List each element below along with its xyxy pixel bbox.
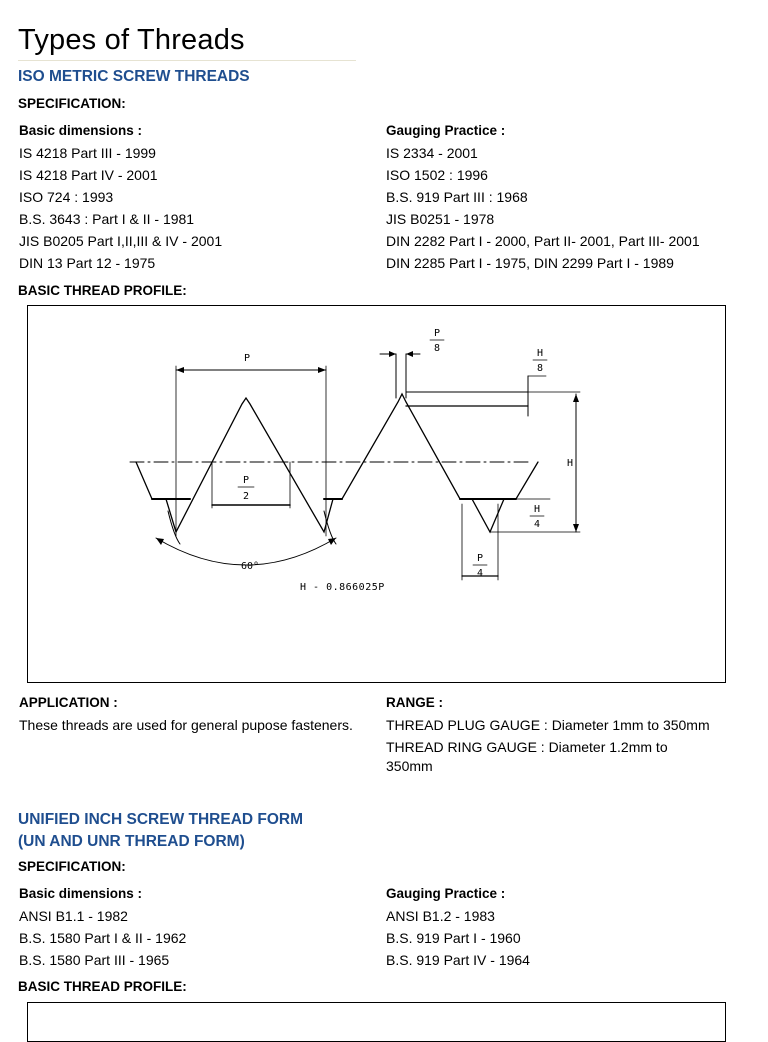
page-title: Types of Threads bbox=[18, 24, 245, 56]
iso-basic-dimensions-column bbox=[19, 120, 222, 274]
quarter-height-numerator: H bbox=[533, 504, 541, 515]
eighth-height-numerator: H bbox=[536, 348, 544, 359]
unified-profile-label: BASIC THREAD PROFILE: bbox=[18, 979, 187, 994]
iso-basic-item: DIN 13 Part 12 - 1975 bbox=[19, 255, 156, 271]
iso-gauging-item: ISO 1502 : 1996 bbox=[386, 167, 488, 183]
height-label: H bbox=[566, 458, 573, 469]
iso-basic-item: IS 4218 Part IV - 2001 bbox=[19, 167, 158, 183]
unified-gauging-item: B.S. 919 Part I - 1960 bbox=[386, 930, 521, 946]
unified-basic-dimensions-column bbox=[19, 883, 186, 971]
range-heading: RANGE : bbox=[386, 695, 443, 710]
iso-basic-item: ISO 724 : 1993 bbox=[19, 189, 114, 205]
iso-section-heading: ISO METRIC SCREW THREADS bbox=[18, 68, 250, 85]
unified-thread-profile-figure bbox=[27, 1002, 726, 1042]
iso-gauging-item: B.S. 919 Part III : 1968 bbox=[386, 189, 528, 205]
quarter-pitch-numerator: P bbox=[476, 553, 484, 564]
iso-gauging-column bbox=[386, 120, 700, 274]
iso-gauging-item: DIN 2285 Part I - 1975, DIN 2299 Part I - 1989 bbox=[386, 255, 674, 271]
unified-basic-item: ANSI B1.1 - 1982 bbox=[19, 908, 128, 924]
iso-gauging-item: IS 2334 - 2001 bbox=[386, 145, 478, 161]
half-pitch-numerator: P bbox=[242, 475, 250, 486]
iso-basic-item: B.S. 3643 : Part I & II - 1981 bbox=[19, 211, 195, 227]
eighth-pitch-numerator: P bbox=[433, 328, 441, 339]
range-ring-gauge: THREAD RING GAUGE : Diameter 1.2mm to bbox=[386, 739, 668, 755]
iso-gauging-heading: Gauging Practice : bbox=[386, 123, 506, 138]
iso-thread-profile-figure bbox=[27, 305, 726, 683]
iso-specification-label: SPECIFICATION: bbox=[18, 96, 126, 111]
unified-gauging-item: ANSI B1.2 - 1983 bbox=[386, 908, 495, 924]
unified-specification-label: SPECIFICATION: bbox=[18, 859, 126, 874]
iso-profile-label: BASIC THREAD PROFILE: bbox=[18, 283, 187, 298]
iso-gauging-item: JIS B0251 - 1978 bbox=[386, 211, 495, 227]
iso-basic-dimensions-heading: Basic dimensions : bbox=[19, 123, 143, 138]
unified-basic-item: B.S. 1580 Part III - 1965 bbox=[19, 952, 170, 968]
unified-section-heading-line1: UNIFIED INCH SCREW THREAD FORM bbox=[18, 811, 304, 828]
iso-gauging-item: DIN 2282 Part I - 2000, Part II- 2001, Part III- 2001 bbox=[386, 233, 700, 249]
unified-gauging-item: B.S. 919 Part IV - 1964 bbox=[386, 952, 530, 968]
unified-section-heading-line2: (UN AND UNR THREAD FORM) bbox=[18, 833, 245, 850]
application-text: These threads are used for general pupose fasteners. bbox=[19, 717, 353, 733]
height-formula: H - 0.866025P bbox=[300, 582, 385, 593]
thread-profile-drawing bbox=[28, 306, 725, 682]
quarter-height-denominator: 4 bbox=[533, 519, 541, 530]
unified-basic-item: B.S. 1580 Part I & II - 1962 bbox=[19, 930, 187, 946]
half-pitch-denominator: 2 bbox=[242, 491, 250, 502]
iso-basic-item: JIS B0205 Part I,II,III & IV - 2001 bbox=[19, 233, 223, 249]
eighth-height-denominator: 8 bbox=[536, 363, 544, 374]
pitch-label: P bbox=[243, 353, 251, 364]
unified-basic-dimensions-heading: Basic dimensions : bbox=[19, 886, 143, 901]
thread-profile-line bbox=[136, 394, 541, 532]
angle-label: 60° bbox=[240, 561, 260, 572]
range-ring-gauge-cont: 350mm bbox=[386, 758, 433, 774]
unified-gauging-column bbox=[386, 883, 530, 971]
range-plug-gauge: THREAD PLUG GAUGE : Diameter 1mm to 350mm bbox=[386, 717, 710, 733]
quarter-pitch-denominator: 4 bbox=[476, 568, 484, 579]
application-heading: APPLICATION : bbox=[19, 695, 118, 710]
eighth-pitch-denominator: 8 bbox=[433, 343, 441, 354]
iso-basic-item: IS 4218 Part III - 1999 bbox=[19, 145, 156, 161]
unified-gauging-heading: Gauging Practice : bbox=[386, 886, 506, 901]
title-divider bbox=[18, 60, 356, 61]
